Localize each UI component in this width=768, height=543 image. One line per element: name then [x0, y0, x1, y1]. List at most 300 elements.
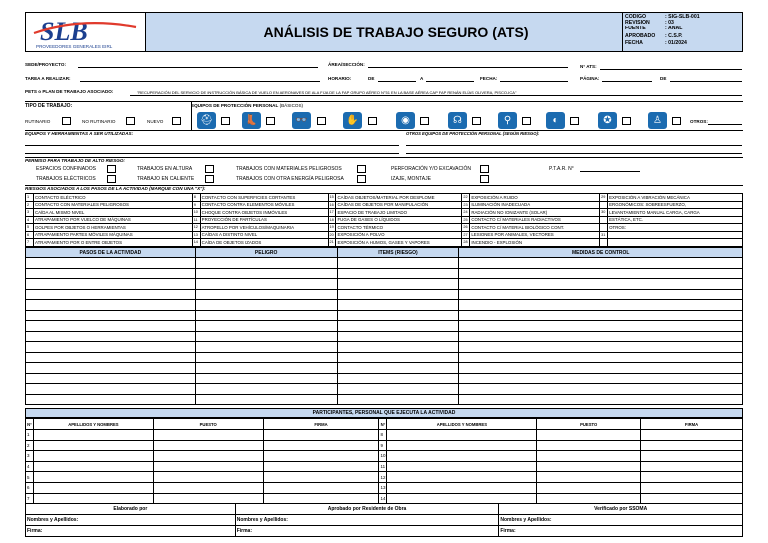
- tipo-label: TIPO DE TRABAJO:: [25, 103, 73, 109]
- participante-number: 9: [379, 440, 387, 451]
- riesgo-item[interactable]: EXPOSICIÓN A HUMOS, GASES Y VAPORES: [336, 239, 462, 247]
- riesgo-item[interactable]: CONTACTO C/ MATERIAL BIOLÓGICO CONT.: [470, 224, 600, 232]
- goggles-checkbox[interactable]: [317, 117, 326, 125]
- participante-number: 2: [26, 440, 34, 451]
- items-cell[interactable]: [337, 373, 459, 384]
- participante-nombre[interactable]: [387, 440, 537, 451]
- participante-firma[interactable]: [641, 482, 743, 493]
- col-n-right: N°: [379, 419, 387, 430]
- paso-row: [26, 268, 743, 279]
- medidas-cell[interactable]: [459, 300, 743, 311]
- paso-row: [26, 300, 743, 311]
- riesgo-item[interactable]: LESIONES POR ANIMALES, VECTORES: [470, 231, 600, 239]
- svg-text:SLB: SLB: [40, 17, 88, 46]
- boots-checkbox[interactable]: [266, 117, 275, 125]
- riesgo-number: [600, 239, 608, 247]
- pets-label: PETS o PLAN DE TRABAJO ASOCIADO:: [25, 89, 114, 94]
- participante-nombre[interactable]: [387, 472, 537, 483]
- participante-puesto[interactable]: [537, 472, 641, 483]
- perforacion-checkbox[interactable]: [480, 165, 489, 173]
- peligro-cell[interactable]: [195, 384, 337, 395]
- items-cell[interactable]: [337, 384, 459, 395]
- fecha-label: FECHA:: [480, 76, 498, 81]
- col-firma-left: FIRMA: [263, 419, 379, 430]
- col-firma-right: FIRMA: [641, 419, 743, 430]
- rutinario-checkbox[interactable]: [62, 117, 71, 125]
- riesgo-number: 4: [26, 216, 34, 224]
- participante-nombre[interactable]: [387, 430, 537, 441]
- riesgo-number: 28: [462, 239, 470, 247]
- participante-nombre[interactable]: [33, 440, 153, 451]
- items-cell[interactable]: [337, 310, 459, 321]
- items-cell[interactable]: [337, 394, 459, 405]
- face-shield-icon: ◐: [546, 112, 565, 129]
- face-shield-checkbox[interactable]: [570, 117, 579, 125]
- riesgo-item[interactable]: LEVANTAMIENTO MANUAL CARGA, CARGA: [608, 209, 743, 217]
- peligro-cell[interactable]: [195, 289, 337, 300]
- peligro-cell[interactable]: [195, 279, 337, 290]
- permiso-label: PERMISO PARA TRABAJO DE ALTO RIESGO:: [25, 158, 125, 163]
- riesgo-item[interactable]: CAÍDAS DE OBJETOS POR MANIPULACIÓN: [336, 201, 462, 209]
- riesgo-number: 3: [26, 209, 34, 217]
- riesgo-number: 24: [462, 209, 470, 217]
- participante-firma[interactable]: [641, 440, 743, 451]
- riesgo-number: 22: [462, 194, 470, 202]
- gloves-checkbox[interactable]: [368, 117, 377, 125]
- ear-protection-checkbox[interactable]: [420, 117, 429, 125]
- paso-cell[interactable]: [26, 258, 196, 269]
- paso-row: [26, 258, 743, 269]
- riesgo-number: 26: [462, 224, 470, 232]
- participante-number: 10: [379, 451, 387, 462]
- pagina-de-label: DE: [660, 76, 667, 81]
- participante-row: [26, 430, 743, 441]
- riesgo-number: 12: [192, 224, 200, 232]
- helmet-checkbox[interactable]: [221, 117, 230, 125]
- riesgo-item[interactable]: ATRAPAMIENTO POR VUELCO DE MÁQUINAS: [33, 216, 192, 224]
- col-nombres-left: APELLIDOS Y NOMBRES: [33, 419, 153, 430]
- participante-number: 7: [26, 493, 34, 504]
- riesgo-number: 21: [328, 239, 336, 247]
- participante-row: [26, 451, 743, 462]
- riesgos-table: [25, 193, 743, 247]
- goggles-icon: 👓: [292, 112, 311, 129]
- pasos-table: [25, 247, 743, 405]
- riesgo-item[interactable]: ESTÁTICA, ETC.: [608, 216, 743, 224]
- vest-icon: ♙: [648, 112, 667, 129]
- participante-nombre[interactable]: [387, 451, 537, 462]
- peligro-cell[interactable]: [195, 310, 337, 321]
- area-field[interactable]: [368, 67, 568, 68]
- col-medidas: MEDIDAS DE CONTROL: [459, 248, 743, 258]
- harness-checkbox[interactable]: [522, 117, 531, 125]
- paso-cell[interactable]: [26, 342, 196, 353]
- nats-field[interactable]: [600, 69, 742, 70]
- participante-row: [26, 482, 743, 493]
- ptar-field[interactable]: [580, 171, 640, 172]
- participante-puesto[interactable]: [537, 440, 641, 451]
- riesgo-row: [26, 224, 743, 232]
- meta-fuente: FUENTE : ANAL: [625, 26, 683, 30]
- medidas-cell[interactable]: [459, 331, 743, 342]
- verificado-nombres[interactable]: Nombres y Apellidos:: [499, 515, 743, 526]
- paso-row: [26, 279, 743, 290]
- riesgo-item[interactable]: CAÍDA DE OBJETOS IZADOS: [200, 239, 328, 247]
- riesgo-number: 17: [328, 209, 336, 217]
- document-title: ANÁLISIS DE TRABAJO SEGURO (ATS): [263, 24, 529, 40]
- participante-puesto[interactable]: [537, 451, 641, 462]
- participantes-title: PARTICIPANTES, PERSONAL QUE EJECUTA LA ACTIVIDAD: [25, 408, 743, 418]
- area-label: ÁREA/SECCIÓN:: [328, 62, 365, 67]
- participante-puesto[interactable]: [537, 461, 641, 472]
- caliente-checkbox[interactable]: [205, 175, 214, 183]
- fecha-field[interactable]: [500, 81, 568, 82]
- medidas-cell[interactable]: [459, 342, 743, 353]
- horario-a-field[interactable]: [426, 81, 474, 82]
- participante-number: 1: [26, 430, 34, 441]
- riesgo-number: [600, 201, 608, 209]
- riesgo-item[interactable]: CONTACTO CON MATERIALES PELIGROSOS: [33, 201, 192, 209]
- peligro-cell[interactable]: [195, 352, 337, 363]
- paso-row: [26, 394, 743, 405]
- divider: [25, 101, 743, 102]
- verificado-firma[interactable]: Firma:: [499, 526, 743, 537]
- nats-label: N° ATS:: [580, 64, 597, 69]
- paso-row: [26, 373, 743, 384]
- altura-checkbox[interactable]: [205, 165, 214, 173]
- riesgo-item[interactable]: ESPACIO DE TRABAJO LIMITADO: [336, 209, 462, 217]
- riesgo-item[interactable]: CHOQUE CONTRA OBJETOS INMÓVILES: [200, 209, 328, 217]
- elaborado-nombres[interactable]: Nombres y Apellidos:: [26, 515, 236, 526]
- firmas-table: [25, 503, 743, 537]
- riesgo-item[interactable]: [608, 231, 743, 239]
- paso-row: [26, 321, 743, 332]
- paso-row: [26, 331, 743, 342]
- riesgo-number: 16: [328, 201, 336, 209]
- horario-de-label: DE: [368, 76, 375, 81]
- riesgo-row: [26, 201, 743, 209]
- horario-de-field[interactable]: [378, 81, 416, 82]
- boots-icon: 👢: [242, 112, 261, 129]
- paso-cell[interactable]: [26, 268, 196, 279]
- paso-cell[interactable]: [26, 394, 196, 405]
- medidas-cell[interactable]: [459, 310, 743, 321]
- riesgo-item[interactable]: INCENDIO - EXPLOSIÓN: [470, 239, 600, 247]
- participante-row: [26, 440, 743, 451]
- paso-cell[interactable]: [26, 384, 196, 395]
- riesgo-item[interactable]: CONTACTO CONTRA ELEMENTOS MÓVILES: [200, 201, 328, 209]
- verificado-header: Verificado por SSOMA: [499, 504, 743, 515]
- riesgo-number: 30: [600, 209, 608, 217]
- peligro-cell[interactable]: [195, 331, 337, 342]
- vest-checkbox[interactable]: [672, 117, 681, 125]
- items-cell[interactable]: [337, 342, 459, 353]
- izaje-checkbox[interactable]: [480, 175, 489, 183]
- otros-epp-field[interactable]: [708, 124, 742, 125]
- participante-firma[interactable]: [641, 451, 743, 462]
- herramientas-label: EQUIPOS Y HERRAMIENTAS A SER UTILIZADAS:: [25, 131, 134, 136]
- riesgo-item[interactable]: ATROPELLO POR VEHÍCULOS/MAQUINARIA: [200, 224, 328, 232]
- items-cell[interactable]: [337, 300, 459, 311]
- participante-puesto[interactable]: [153, 472, 263, 483]
- participante-nombre[interactable]: [33, 482, 153, 493]
- paso-row: [26, 342, 743, 353]
- participante-firma[interactable]: [263, 440, 379, 451]
- participante-puesto[interactable]: [153, 451, 263, 462]
- participante-firma[interactable]: [263, 430, 379, 441]
- paso-cell[interactable]: [26, 331, 196, 342]
- riesgo-item[interactable]: EXPOSICIÓN A POLVO: [336, 231, 462, 239]
- permiso-perforacion-label: PERFORACIÓN Y/O EXCAVACIÓN: [391, 166, 472, 172]
- riesgo-number: 6: [26, 231, 34, 239]
- participante-puesto[interactable]: [153, 461, 263, 472]
- riesgo-number: 10: [192, 209, 200, 217]
- riesgo-row: [26, 209, 743, 217]
- riesgo-number: 11: [192, 216, 200, 224]
- permiso-altura-label: TRABAJOS EN ALTURA: [137, 166, 193, 172]
- sede-label: SEDE/PROYECTO:: [25, 62, 67, 67]
- respirator-checkbox[interactable]: [472, 117, 481, 125]
- norutinario-checkbox[interactable]: [126, 117, 135, 125]
- participante-firma[interactable]: [263, 461, 379, 472]
- participante-nombre[interactable]: [387, 461, 537, 472]
- items-cell[interactable]: [337, 331, 459, 342]
- tipo-nuevo-label: NUEVO: [147, 119, 164, 124]
- participante-nombre[interactable]: [33, 461, 153, 472]
- riesgo-number: 7: [26, 239, 34, 247]
- electricos-checkbox[interactable]: [107, 175, 116, 183]
- riesgo-item[interactable]: CONTACTO ELÉCTRICO: [33, 194, 192, 202]
- participante-puesto[interactable]: [153, 482, 263, 493]
- paso-cell[interactable]: [26, 279, 196, 290]
- peligro-cell[interactable]: [195, 258, 337, 269]
- pets-field[interactable]: [130, 95, 742, 96]
- riesgo-number: 25: [462, 216, 470, 224]
- meta-fecha: FECHA : 01/2024: [625, 39, 687, 46]
- riesgo-number: 18: [328, 216, 336, 224]
- horario-label: HORARIO:: [328, 76, 352, 81]
- peligro-cell[interactable]: [195, 394, 337, 405]
- permiso-espacios-label: ESPACIOS CONFINADOS: [36, 166, 96, 172]
- energia-checkbox[interactable]: [357, 175, 366, 183]
- peligro-cell[interactable]: [195, 342, 337, 353]
- participante-row: [26, 461, 743, 472]
- participante-firma[interactable]: [263, 472, 379, 483]
- riesgo-item[interactable]: CONTACTO CON SUPERFICIES CORTANTES: [200, 194, 328, 202]
- col-puesto-right: PUESTO: [537, 419, 641, 430]
- medidas-cell[interactable]: [459, 352, 743, 363]
- riesgo-item[interactable]: CAÍDA AL MISMO NIVEL: [33, 209, 192, 217]
- riesgo-row: [26, 216, 743, 224]
- riesgo-item[interactable]: EXPOSICIÓN A RUIDO: [470, 194, 600, 202]
- sede-field[interactable]: [78, 67, 318, 68]
- riesgo-number: 20: [328, 231, 336, 239]
- participante-number: 14: [379, 493, 387, 504]
- paso-cell[interactable]: [26, 321, 196, 332]
- paso-cell[interactable]: [26, 363, 196, 374]
- otros-equipos-field-2[interactable]: [406, 153, 742, 154]
- col-puesto-left: PUESTO: [153, 419, 263, 430]
- col-nombres-right: APELLIDOS Y NOMBRES: [387, 419, 537, 430]
- permiso-materiales-label: TRABAJOS CON MATERIALES PELIGROSOS: [236, 166, 342, 172]
- participante-number: 5: [26, 472, 34, 483]
- pagina-field[interactable]: [602, 81, 652, 82]
- helmet-icon: ⛑: [197, 112, 216, 129]
- paso-cell[interactable]: [26, 300, 196, 311]
- materiales-checkbox[interactable]: [357, 165, 366, 173]
- medidas-cell[interactable]: [459, 363, 743, 374]
- herramientas-field-2[interactable]: [25, 153, 399, 154]
- peligro-cell[interactable]: [195, 300, 337, 311]
- company-logo: [26, 13, 146, 51]
- participante-puesto[interactable]: [537, 482, 641, 493]
- participante-firma[interactable]: [641, 461, 743, 472]
- participante-puesto[interactable]: [153, 430, 263, 441]
- permiso-electricos-label: TRABAJOS ELÉCTRICOS: [36, 176, 96, 182]
- participante-firma[interactable]: [641, 430, 743, 441]
- participante-nombre[interactable]: [33, 451, 153, 462]
- riesgo-item[interactable]: CONTACTO TÉRMICO: [336, 224, 462, 232]
- epp-label: EQUIPOS DE PROTECCIÓN PERSONAL: [191, 103, 279, 108]
- participante-number: 12: [379, 472, 387, 483]
- medidas-cell[interactable]: [459, 394, 743, 405]
- divider: [191, 101, 192, 131]
- riesgo-item[interactable]: CAÍDAS A DISTINTO NIVEL: [200, 231, 328, 239]
- riesgo-item[interactable]: RADIACIÓN NO IONIZANTE (SOLAR): [470, 209, 600, 217]
- epp-sub: (BÁSICOS): [279, 103, 304, 108]
- peligro-cell[interactable]: [195, 321, 337, 332]
- participante-nombre[interactable]: [33, 472, 153, 483]
- respirator-icon: ☊: [448, 112, 467, 129]
- paso-row: [26, 289, 743, 300]
- participante-number: 11: [379, 461, 387, 472]
- otros-epp-label: OTROS:: [690, 119, 708, 124]
- riesgo-row: [26, 194, 743, 202]
- paso-cell[interactable]: [26, 310, 196, 321]
- otros-equipos-label: OTROS EQUIPOS DE PROTECCIÓN PERSONAL (SEGÚN RIESGO):: [406, 131, 540, 136]
- coverall-icon: ✪: [598, 112, 617, 129]
- riesgo-item[interactable]: FUGA DE GASES O LÍQUIDOS: [336, 216, 462, 224]
- espacios-checkbox[interactable]: [107, 165, 116, 173]
- participante-number: 6: [26, 482, 34, 493]
- permiso-izaje-label: IZAJE, MONTAJE: [391, 176, 431, 182]
- riesgo-number: 9: [192, 201, 200, 209]
- permiso-caliente-label: TRABAJO EN CALIENTE: [137, 176, 195, 182]
- nuevo-checkbox[interactable]: [172, 117, 181, 125]
- riesgo-item[interactable]: PROYECCIÓN DE PARTÍCULAS: [200, 216, 328, 224]
- participante-firma[interactable]: [263, 482, 379, 493]
- meta-revision: REVISION : 03: [625, 20, 674, 27]
- items-cell[interactable]: [337, 279, 459, 290]
- riesgo-item[interactable]: CAÍDAS OBJETOS/MATERIAL POR DESPLOME: [336, 194, 462, 202]
- paso-cell[interactable]: [26, 373, 196, 384]
- paso-row: [26, 310, 743, 321]
- riesgo-item[interactable]: ATRAPAMIENTO PARTES MÓVILES MÁQUINAS: [33, 231, 192, 239]
- riesgo-number: 2: [26, 201, 34, 209]
- pets-value: "RECUPERACIÓN DEL SERVICIO DE INSTRUCCIÓN BÁSICA DE VUELO EN AERONAVES DE ALA FIJA DE LA FAP GRUPO AÉREO N°51 EN LA BASE AÉREA CAP FAP RENÁN ELÍAS OLIVERA, PISCO-ICA": [137, 89, 517, 95]
- paso-row: [26, 352, 743, 363]
- participante-number: 8: [379, 430, 387, 441]
- riesgo-item[interactable]: [608, 239, 743, 247]
- herramientas-field-1[interactable]: [25, 145, 399, 146]
- col-peligro: PELIGRO: [195, 248, 337, 258]
- riesgo-item[interactable]: ILUMINACIÓN INADECUADA: [470, 201, 600, 209]
- tarea-field[interactable]: [80, 81, 320, 82]
- aprobado-nombres[interactable]: Nombres y Apellidos:: [235, 515, 499, 526]
- items-cell[interactable]: [337, 289, 459, 300]
- riesgo-item[interactable]: GOLPES POR OBJETOS O HERRAMIENTAS: [33, 224, 192, 232]
- aprobado-firma[interactable]: Firma:: [235, 526, 499, 537]
- riesgo-item[interactable]: ATRAPAMIENTO POR O ENTRE OBJETOS: [33, 239, 192, 247]
- peligro-cell[interactable]: [195, 268, 337, 279]
- riesgo-number: [600, 216, 608, 224]
- tipo-rutinario-label: RUTINARIO: [25, 119, 51, 124]
- riesgo-item[interactable]: EXPOSICIÓN A VIBRACIÓN MECÁNICA: [608, 194, 743, 202]
- paso-cell[interactable]: [26, 289, 196, 300]
- riesgo-item[interactable]: OTROS:: [608, 224, 743, 232]
- items-cell[interactable]: [337, 258, 459, 269]
- riesgo-row: [26, 239, 743, 247]
- medidas-cell[interactable]: [459, 373, 743, 384]
- medidas-cell[interactable]: [459, 384, 743, 395]
- pagina-total-field[interactable]: [670, 81, 742, 82]
- col-pasos: PASOS DE LA ACTIVIDAD: [26, 248, 196, 258]
- participante-firma[interactable]: [641, 472, 743, 483]
- riesgo-number: 5: [26, 224, 34, 232]
- peligro-cell[interactable]: [195, 373, 337, 384]
- riesgo-number: [600, 224, 608, 232]
- elaborado-firma[interactable]: Firma:: [26, 526, 236, 537]
- meta-codigo: CODIGO : SIG-SLB-001: [625, 14, 700, 20]
- riesgo-number: 27: [462, 231, 470, 239]
- riesgo-number: 13: [192, 231, 200, 239]
- riesgo-number: 1: [26, 194, 34, 202]
- riesgo-number: 15: [328, 194, 336, 202]
- riesgo-item[interactable]: ERGONÓMICOS: SOBREESFUERZO,: [608, 201, 743, 209]
- medidas-cell[interactable]: [459, 258, 743, 269]
- participante-firma[interactable]: [263, 451, 379, 462]
- medidas-cell[interactable]: [459, 268, 743, 279]
- participante-nombre[interactable]: [387, 482, 537, 493]
- items-cell[interactable]: [337, 268, 459, 279]
- participante-puesto[interactable]: [153, 440, 263, 451]
- items-cell[interactable]: [337, 352, 459, 363]
- participante-number: 13: [379, 482, 387, 493]
- medidas-cell[interactable]: [459, 321, 743, 332]
- participante-puesto[interactable]: [537, 430, 641, 441]
- medidas-cell[interactable]: [459, 279, 743, 290]
- paso-cell[interactable]: [26, 352, 196, 363]
- participante-nombre[interactable]: [33, 430, 153, 441]
- items-cell[interactable]: [337, 363, 459, 374]
- pagina-label: PÁGINA:: [580, 76, 600, 81]
- medidas-cell[interactable]: [459, 289, 743, 300]
- otros-equipos-field-1[interactable]: [406, 145, 742, 146]
- coverall-checkbox[interactable]: [622, 117, 631, 125]
- items-cell[interactable]: [337, 321, 459, 332]
- participante-number: 4: [26, 461, 34, 472]
- tipo-norutinario-label: NO RUTINARIO: [82, 119, 116, 124]
- col-items: ITEMS (RIESGO): [337, 248, 459, 258]
- epp-title: [191, 103, 303, 108]
- aprobado-header: Aprobado por Residente de Obra: [235, 504, 499, 515]
- peligro-cell[interactable]: [195, 363, 337, 374]
- paso-row: [26, 384, 743, 395]
- riesgo-number: 29: [600, 194, 608, 202]
- riesgo-item[interactable]: CONTACTO C/ MATERIALES RADIACTIVOS: [470, 216, 600, 224]
- gloves-icon: ✋: [343, 112, 362, 129]
- horario-a-label: A: [420, 76, 424, 81]
